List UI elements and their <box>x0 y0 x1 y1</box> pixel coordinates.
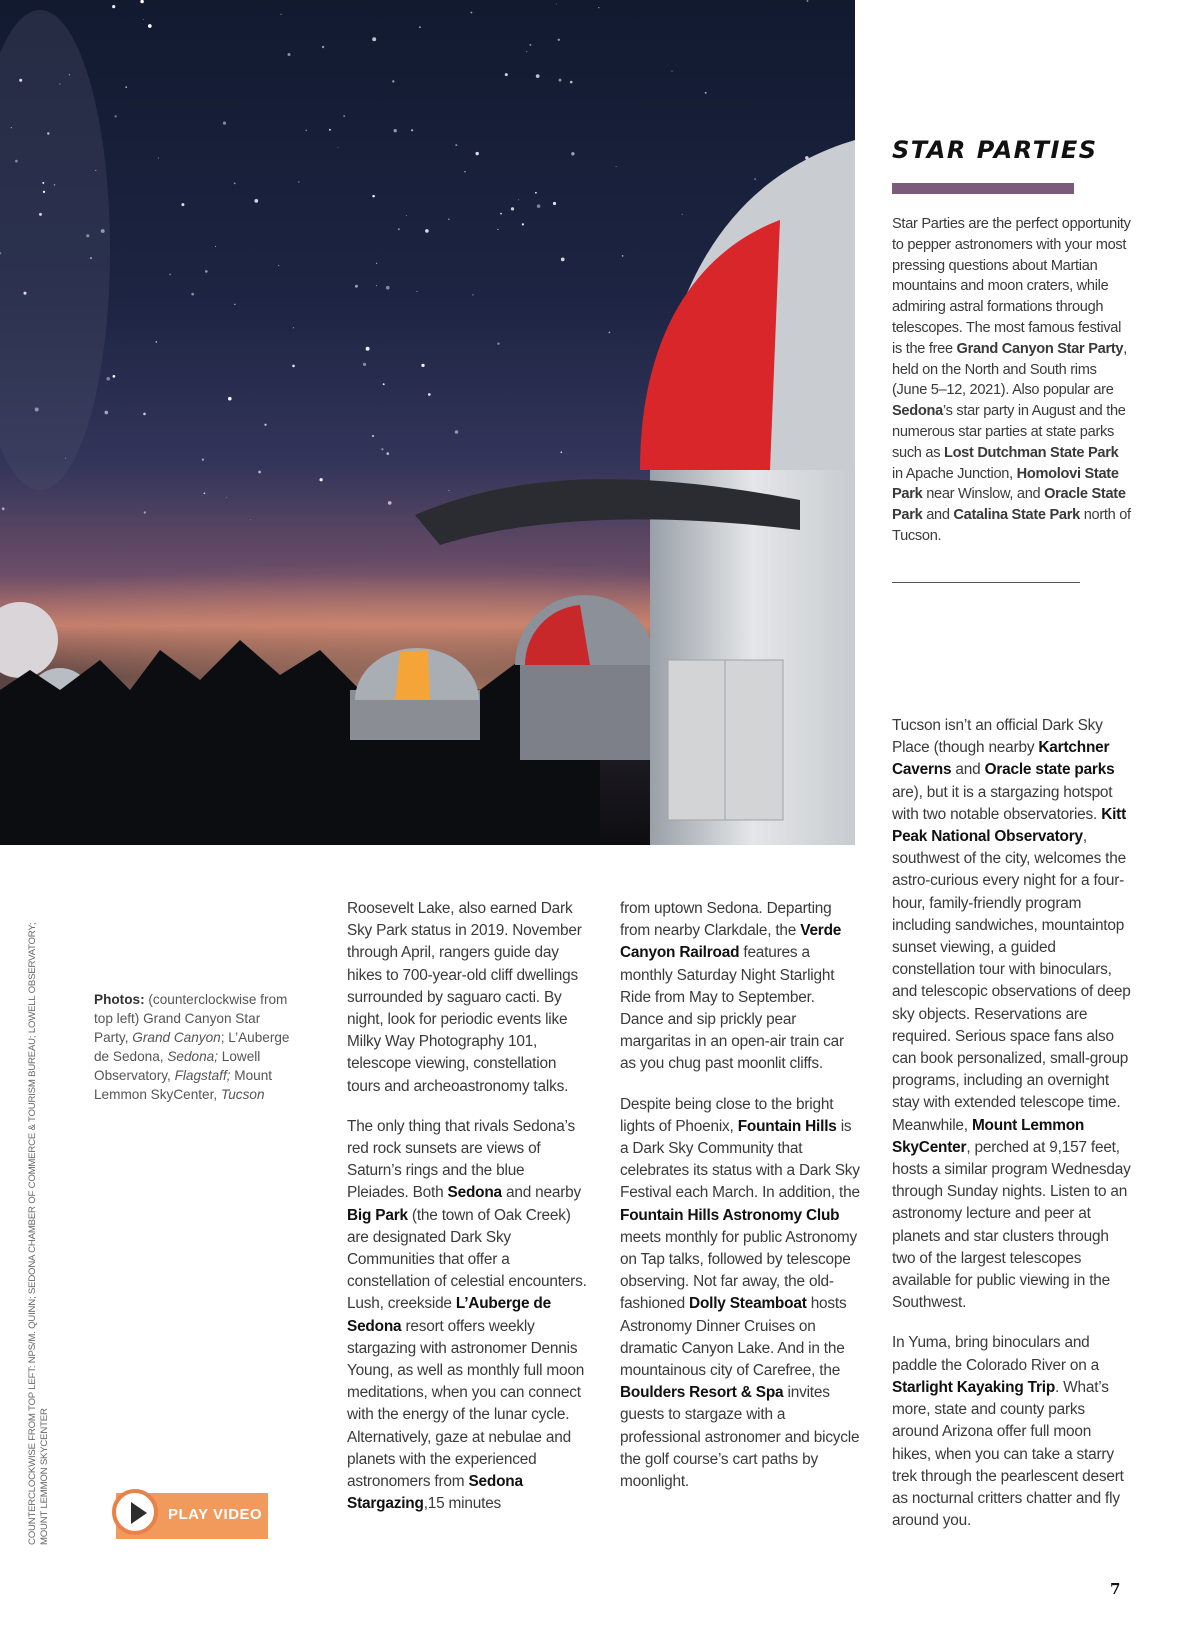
highlighted-name: Lost Dutchman State Park <box>943 444 1119 461</box>
observatory-photo <box>0 0 855 845</box>
star <box>807 0 809 2</box>
star <box>106 377 110 381</box>
text-run: and <box>922 507 954 524</box>
star <box>204 493 206 495</box>
sidebar-divider <box>892 582 1080 583</box>
highlighted-name: L’Auberge de Sedona <box>347 1295 551 1335</box>
dome-slit-light <box>395 650 430 700</box>
star <box>234 304 235 305</box>
text-run: Tucson isn’t an official Dark Sky Place (though nearby <box>892 717 1103 757</box>
star <box>65 458 66 459</box>
star <box>428 393 431 396</box>
highlighted-name: Dolly Steamboat <box>689 1295 807 1313</box>
text-run: The only thing that rivals Sedona’s red rock sunsets are views of Saturn’s rings and the blue Pleiades. Both <box>347 1117 575 1202</box>
text-run: resort offers weekly stargazing with astronomer Dennis Young, as well as monthly full moon meditations, when you can connect with the energy of the lunar cycle. Alternatively, gaze at nebulae and planets with the experienced astronomers from <box>347 1317 585 1491</box>
star <box>19 79 22 82</box>
text-run: Despite being close to the bright lights of Phoenix, <box>620 1095 834 1135</box>
star <box>455 430 459 434</box>
star <box>113 375 116 378</box>
photo-caption <box>94 990 294 1104</box>
star <box>421 364 424 367</box>
text-run: (counterclockwise from top left) Grand Canyon Star Party, <box>94 992 288 1045</box>
star <box>47 132 49 134</box>
star <box>114 115 116 117</box>
star <box>754 178 756 180</box>
star <box>281 14 282 15</box>
star <box>288 53 291 56</box>
star <box>278 265 279 266</box>
star <box>609 332 611 334</box>
star <box>234 182 236 184</box>
title-accent-bar <box>892 183 1074 194</box>
star <box>95 170 96 171</box>
text-run: Mount Lemmon SkyCenter, <box>94 1068 273 1102</box>
article-column-1 <box>347 898 587 1533</box>
text-run: meets monthly for public Astronomy on Tap talks, followed by telescope observing. Not far away, the old-fashioned <box>620 1228 857 1313</box>
milky-way <box>0 10 110 490</box>
text-run: ’s star party in August and the numerous star parties at state parks such as <box>892 403 1126 461</box>
text-run: is a Dark Sky Community that celebrates its status with a Dark Sky Festival each March. In addition, the <box>620 1117 860 1202</box>
star <box>705 92 707 94</box>
star <box>556 4 557 5</box>
tree-line <box>0 640 600 845</box>
star <box>500 213 502 215</box>
star <box>570 81 573 84</box>
star <box>398 228 400 230</box>
text-run: In Yuma, bring binoculars and paddle the Colorado River on a <box>892 1334 1100 1374</box>
highlighted-name: Fountain Hills Astronomy Club <box>620 1206 840 1224</box>
star <box>298 181 299 182</box>
star <box>376 263 377 264</box>
star <box>250 519 251 520</box>
star <box>329 129 331 131</box>
star <box>23 292 26 295</box>
star <box>39 213 42 216</box>
star <box>558 39 560 41</box>
star <box>518 199 519 200</box>
star <box>355 285 358 288</box>
star <box>191 293 194 296</box>
star <box>202 459 204 461</box>
star <box>125 86 127 88</box>
text-run: , southwest of the city, welcomes the astro-curious every night for a four-hour, family-friendly program including sandwiches, mountaintop sunset viewing, a guided constellation tour with binoculars, and telescopic observations of deep sky objects. Reservations are required. Serious space fans also can book personalized, small-group programs, including an overnight stay with extended telescope time. Meanwhile, <box>892 828 1131 1134</box>
play-icon <box>112 1489 158 1535</box>
star <box>383 383 385 385</box>
star <box>2 507 5 510</box>
text-run: Roosevelt Lake, also earned Dark Sky Park status in 2019. November through April, rangers guide day hikes to 700-year-old cliff dwellings surrounded by saguaro cacti. By night, look for periodic events like Milky Way Photography 101, telescope viewing, constellation tours and archeoastronomy talks. <box>347 900 582 1095</box>
star <box>425 229 429 233</box>
star <box>392 80 394 82</box>
star <box>205 270 208 273</box>
star <box>143 413 146 416</box>
star <box>372 37 376 41</box>
dome-base <box>520 650 660 760</box>
article-column-3 <box>892 715 1132 1550</box>
star <box>11 127 12 128</box>
highlighted-name: Oracle state parks <box>984 761 1115 779</box>
star <box>254 199 258 203</box>
highlighted-name: Oracle State Park <box>892 486 1126 524</box>
play-video-button[interactable] <box>116 1493 268 1539</box>
star <box>535 192 537 194</box>
article-paragraph <box>347 898 587 1098</box>
star <box>411 129 413 131</box>
star <box>143 19 144 20</box>
star <box>386 286 390 290</box>
star <box>226 497 227 498</box>
highlighted-name: Starlight Kayaking Trip <box>892 1378 1056 1396</box>
star <box>54 184 56 186</box>
text-run: (the town of Oak Creek) are designated Dark Sky Communities that offer a constellation of celestial encounters. Lush, creekside <box>347 1206 587 1313</box>
play-video-label: PLAY VIDEO <box>168 1506 263 1523</box>
star <box>35 408 39 412</box>
highlighted-name: Kartchner Caverns <box>892 739 1110 779</box>
article-paragraph <box>347 1116 587 1516</box>
star <box>559 79 562 82</box>
star <box>372 195 375 198</box>
star <box>215 246 216 247</box>
star <box>537 204 541 208</box>
text-run: . What’s more, state and county parks around Arizona offer full moon hikes, when you can take a starry trek through the pearlescent desert as nocturnal critters chatter and fly around you. <box>892 1378 1124 1530</box>
star <box>476 152 479 155</box>
article-paragraph <box>892 715 1132 1314</box>
text-run: are), but it is a stargazing hotspot with two notable observatories. <box>892 783 1113 823</box>
photo-credit-line: MOUNT LEMMON SKYCENTER <box>39 1408 50 1545</box>
text-run: Star Parties are the perfect opportunity to pepper astronomers with your most pressing questions about Martian mountains and moon craters, while admiring astral formations through telescopes. The most famous festival is the free <box>892 216 1131 357</box>
star <box>381 448 383 450</box>
star <box>158 158 159 159</box>
star <box>464 171 465 172</box>
page-number: 7 <box>1110 1580 1121 1598</box>
article-paragraph <box>620 1094 860 1494</box>
star <box>293 327 294 328</box>
star <box>169 274 171 276</box>
caption-label: Photos: <box>94 992 145 1007</box>
italic-place: Grand Canyon <box>132 1030 221 1045</box>
star <box>42 182 44 184</box>
star <box>305 130 307 132</box>
highlighted-name: Catalina State Park <box>953 507 1080 524</box>
text-run: , held on the North and South rims (June 5–12, 2021). Also popular are <box>892 340 1127 399</box>
photo-credit-line: COUNTERCLOCKWISE FROM TOP LEFT: NPS/M. QUINN; SEDONA CHAMBER OF COMMERCE & TOURISM BUREAU; LOWELL OBSERVATORY; <box>27 922 38 1545</box>
star <box>419 26 421 28</box>
star <box>536 74 540 78</box>
italic-place: Flagstaff; <box>174 1068 231 1083</box>
star <box>561 258 565 262</box>
highlighted-name: Fountain Hills <box>737 1117 837 1135</box>
star <box>112 5 115 8</box>
star <box>181 203 184 206</box>
highlighted-name: Sedona <box>892 403 943 420</box>
star <box>319 478 322 481</box>
star <box>522 223 524 225</box>
star <box>561 451 563 453</box>
star <box>472 294 473 295</box>
sidebar-text <box>892 214 1132 547</box>
star <box>497 343 499 345</box>
text-run: , perched at 9,157 feet, hosts a similar program Wednesday through Sunday nights. Listen to an astronomy lecture and peer at planets and star clusters through two of the largest telescopes available for public viewing in the Southwest. <box>892 1138 1131 1312</box>
article-column-2 <box>620 898 860 1511</box>
text-run: and nearby <box>501 1184 582 1202</box>
star <box>366 347 370 351</box>
highlighted-name: Mount Lemmon SkyCenter <box>892 1116 1085 1156</box>
text-run: from uptown Sedona. Departing from nearby Clarkdale, the <box>620 900 832 940</box>
star <box>59 83 60 84</box>
text-run: features a monthly Saturday Night Starlight Ride from May to September. Dance and sip prickly pear margaritas in an open-air train car as you chug past moonlit cliffs. <box>620 944 844 1073</box>
star <box>553 202 556 205</box>
star <box>338 147 339 148</box>
star <box>148 24 152 28</box>
text-run: ,15 minutes <box>423 1495 502 1513</box>
star <box>416 291 417 292</box>
highlighted-name: Homolovi State Park <box>892 465 1119 503</box>
highlighted-name: Sedona <box>447 1184 502 1202</box>
text-run: north of Tucson. <box>892 507 1131 544</box>
photo-credit <box>27 923 51 1545</box>
caption-text <box>94 992 289 1102</box>
star <box>101 229 105 233</box>
star <box>526 51 527 52</box>
highlighted-name: Big Park <box>347 1206 408 1224</box>
star <box>228 397 232 401</box>
star <box>372 435 374 437</box>
italic-place: Sedona; <box>167 1049 218 1064</box>
text-run: and <box>951 761 985 779</box>
star <box>292 365 295 368</box>
star <box>140 0 144 3</box>
star <box>376 285 377 286</box>
highlighted-name: Kitt Peak National Observatory <box>892 805 1127 846</box>
text-run: near Winslow, and <box>922 486 1045 503</box>
highlighted-name: Boulders Resort & Spa <box>620 1384 784 1402</box>
star <box>682 214 683 215</box>
star <box>455 144 457 146</box>
star <box>343 115 345 117</box>
star <box>394 129 397 132</box>
text-run: Lowell Observatory, <box>94 1049 261 1083</box>
star <box>258 471 261 474</box>
star <box>43 191 45 193</box>
star <box>622 255 624 257</box>
star <box>505 73 508 76</box>
star <box>223 122 226 125</box>
highlighted-name: Grand Canyon Star Party <box>956 340 1124 357</box>
star <box>406 215 407 216</box>
star <box>388 501 392 505</box>
star <box>104 411 108 415</box>
text-run: ; L’Auberge de Sedona, <box>94 1030 290 1064</box>
star <box>156 341 158 343</box>
highlighted-name: Sedona Stargazing <box>347 1473 523 1513</box>
star <box>322 46 324 48</box>
article-paragraph <box>620 898 860 1076</box>
star <box>15 160 18 163</box>
text-run: hosts Astronomy Dinner Cruises on dramatic Canyon Lake. And in the mountainous city of Carefree, the <box>620 1295 847 1380</box>
star <box>386 452 389 455</box>
star <box>69 74 70 75</box>
star <box>363 363 366 366</box>
star <box>448 219 449 220</box>
star <box>497 229 498 230</box>
highlighted-name: Verde Canyon Railroad <box>620 922 842 962</box>
star <box>264 424 266 426</box>
star <box>448 490 449 491</box>
star <box>529 44 531 46</box>
italic-place: Tucson <box>220 1087 265 1102</box>
article-paragraph <box>892 1332 1132 1532</box>
star <box>671 70 672 71</box>
star <box>598 7 599 8</box>
star <box>511 207 514 210</box>
star <box>86 234 89 237</box>
text-run: in Apache Junction, <box>892 465 1017 482</box>
star <box>90 257 92 259</box>
star <box>470 12 472 14</box>
sidebar-title: STAR PARTIES <box>892 136 1098 164</box>
observatory-illustration <box>0 0 855 845</box>
star <box>144 511 146 513</box>
star <box>571 152 574 155</box>
text-run: invites guests to stargaze with a professional astronomer and bicycle the golf course’s cart paths by moonlight. <box>620 1384 860 1491</box>
star <box>616 166 617 167</box>
